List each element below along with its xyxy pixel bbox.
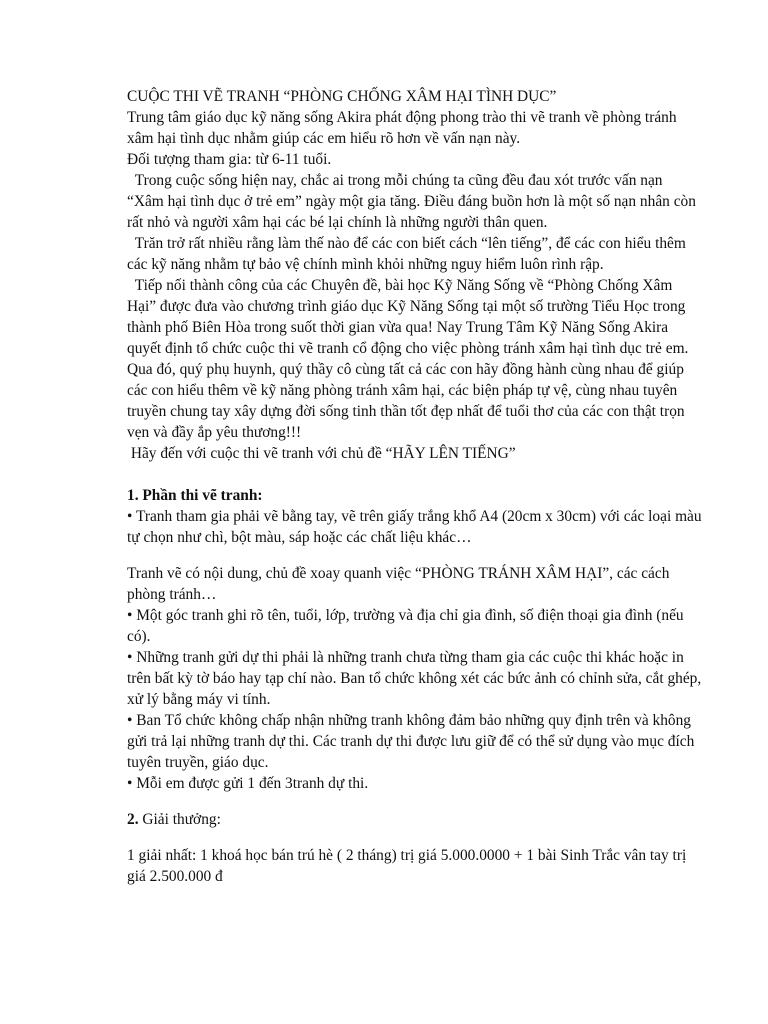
prize-1: 1 giải nhất: 1 khoá học bán trú hè ( 2 tháng) trị giá 5.000.0000 + 1 bài Sinh Trắc vân tay trị giá 2.500.000 đ — [127, 847, 691, 885]
section-2-label: Giải thưởng: — [138, 811, 221, 828]
paragraph-1: Trong cuộc sống hiện nay, chắc ai trong mỗi chúng ta cũng đều đau xót trước vấn nạn “Xâm hại tình dục ở trẻ em” ngày một gia tăng. Điều đáng buồn hơn là một số nạn nhân còn rất nhỏ và người xâm hại các bé lại chính là những người thân quen. — [127, 172, 700, 231]
spacer — [127, 830, 702, 845]
document-page — [127, 86, 706, 887]
spacer — [127, 548, 702, 563]
paragraph-2: Trăn trở rất nhiều rằng làm thế nào để các con biết cách “lên tiếng”, để các con hiểu thêm các kỹ năng nhằm tự bảo vệ chính mình khỏi những nguy hiểm luôn rình rập. — [127, 235, 690, 273]
paragraph-3: Tiếp nối thành công của các Chuyên đề, bài học Kỹ Năng Sống về “Phòng Chống Xâm Hại” được đưa vào chương trình giáo dục Kỹ Năng Sống tại một số trường Tiểu Học trong thành phố Biên Hòa trong suốt thời gian vừa qua! Nay Trung Tâm Kỹ Năng Sống Akira quyết định tổ chức cuộc thi vẽ tranh cổ động cho việc phòng tránh xâm hại tình dục trẻ em. Qua đó, quý phụ huynh, quý thầy cô cùng tất cả các con hãy đồng hành cùng nhau để giúp các con hiểu thêm về kỹ năng phòng tránh xâm hại, các biện pháp tự vệ, cùng nhau tuyên truyền chung tay xây dựng đời sống tinh thần tốt đẹp nhất để tuổi thơ của các con thật trọn vẹn và đầy ắp yêu thương!!! — [127, 277, 693, 441]
section-1-bullet-2: • Một góc tranh ghi rõ tên, tuổi, lớp, trường và địa chỉ gia đình, số điện thoại gia đình (nếu có). — [127, 607, 688, 645]
section-1-bullet-3: • Những tranh gửi dự thi phải là những tranh chưa từng tham gia các cuộc thi khác hoặc in trên bất kỳ tờ báo hay tạp chí nào. Ban tổ chức không xét các bức ảnh có chỉnh sửa, cắt ghép, xử lý bằng máy vi tính. — [127, 649, 706, 708]
section-2-heading — [127, 809, 702, 830]
spacer — [127, 464, 702, 485]
invite-line: Hãy đến với cuộc thi vẽ tranh với chủ đề “HÃY LÊN TIẾNG” — [127, 445, 516, 462]
audience-line: Đối tượng tham gia: từ 6-11 tuổi. — [127, 151, 332, 168]
document-title: CUỘC THI VẼ TRANH “PHÒNG CHỐNG XÂM HẠI TÌNH DỤC” — [127, 88, 557, 105]
section-1-bullet-4: • Ban Tổ chức không chấp nhận những tranh không đảm bảo những quy định trên và không gửi trả lại những tranh dự thi. Các tranh dự thi được lưu giữ để có thể sử dụng vào mục đích tuyên truyền, giáo dục. — [127, 712, 699, 771]
section-2-number: 2. — [127, 811, 139, 828]
intro-paragraph: Trung tâm giáo dục kỹ năng sống Akira phát động phong trào thi vẽ tranh về phòng tránh xâm hại tình dục nhằm giúp các em hiểu rõ hơn về vấn nạn này. — [127, 109, 681, 147]
spacer — [127, 794, 702, 809]
section-1-bullet-1: • Tranh tham gia phải vẽ bằng tay, vẽ trên giấy trắng khổ A4 (20cm x 30cm) với các loại màu tự chọn như chì, bột màu, sáp hoặc các chất liệu khác… — [127, 508, 706, 546]
section-1-bullet-5: • Mỗi em được gửi 1 đến 3tranh dự thi. — [127, 775, 369, 792]
section-1-topic: Tranh vẽ có nội dung, chủ đề xoay quanh việc “PHÒNG TRÁNH XÂM HẠI”, các cách phòng tránh… — [127, 565, 674, 603]
section-1-heading: 1. Phần thi vẽ tranh: — [127, 487, 263, 504]
